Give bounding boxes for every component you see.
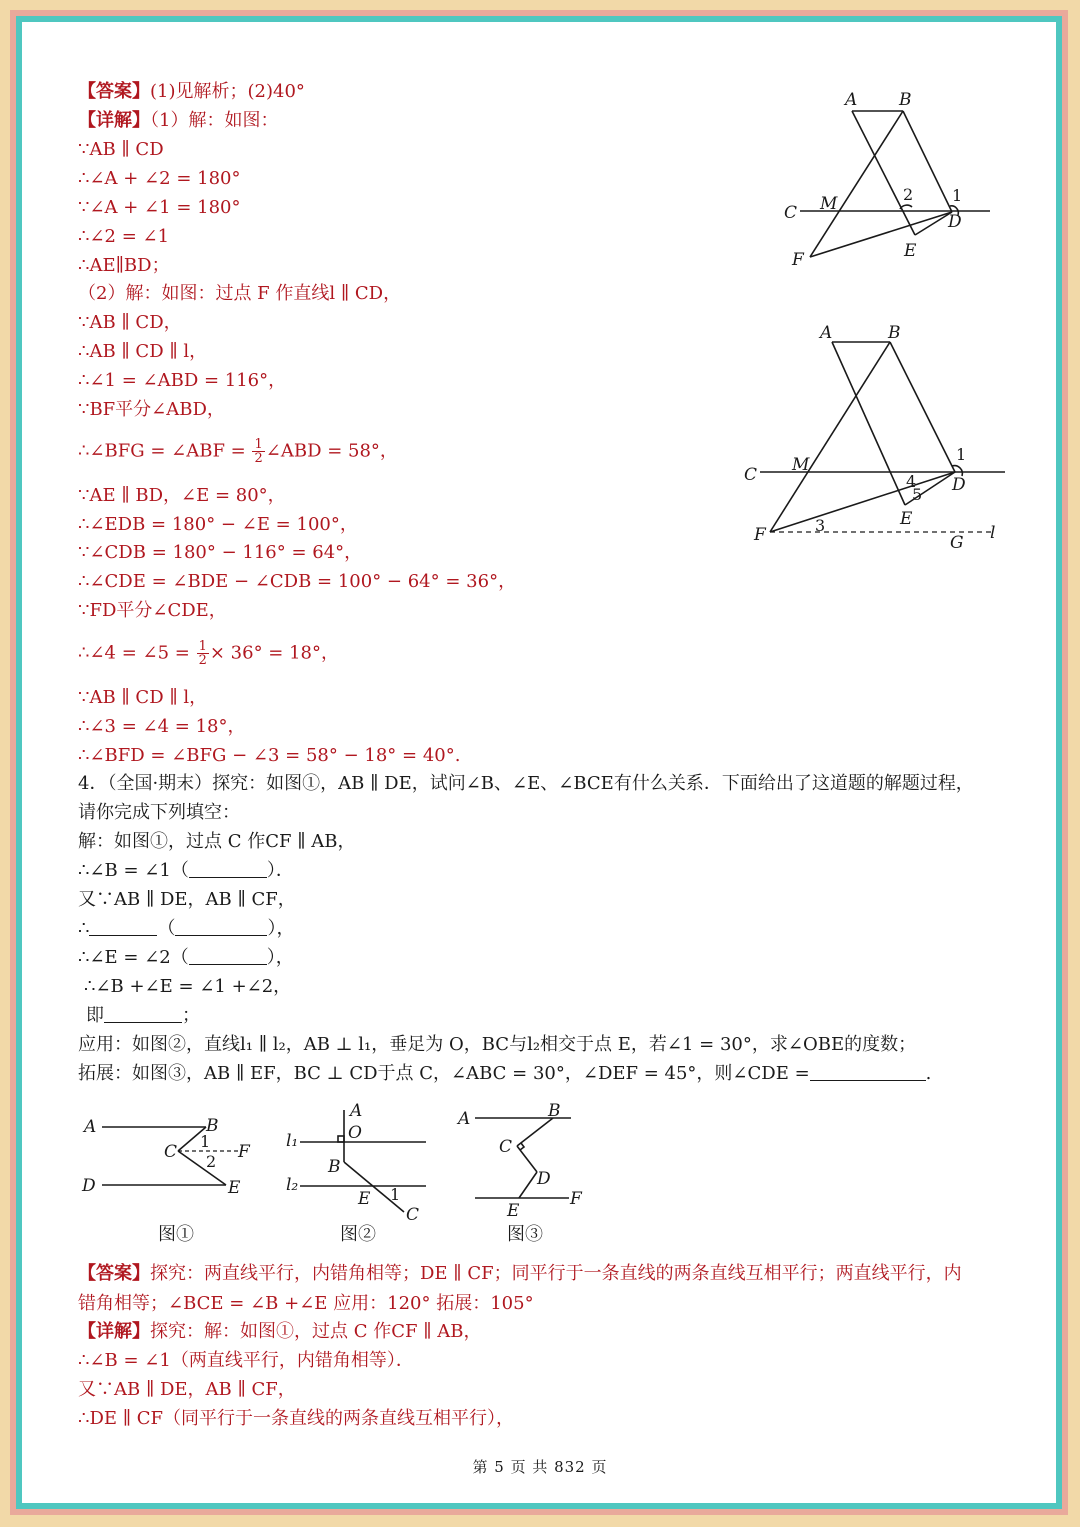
angle-label-2: 2 [206,1152,217,1171]
step-text: ∴ [78,918,90,939]
solution-line: ∴AB ∥ CD ∥ l， [78,341,208,362]
angle-label-2: 2 [903,185,914,204]
solution-line: ∴∠3 = ∠4 = 18°， [78,716,246,737]
point-label-m: M [820,194,838,214]
point-label-d: D [948,212,962,232]
point-label-e: E [900,509,913,529]
solution-line: 探究：解：如图①，过点 C 作CF ∥ AB， [150,1321,482,1342]
solution-line: ∵AE ∥ BD，∠E = 80°， [78,485,286,506]
answer-tag: 【答案】 [78,1263,150,1284]
fraction-half [252,438,264,465]
line-label-l2: l₂ [286,1175,299,1195]
angle-label-1: 1 [200,1132,211,1151]
point-label-b: B [888,323,901,343]
solution-line: ∴∠1 = ∠ABD = 116°， [78,370,287,391]
problem-4-step: 又∵AB ∥ DE，AB ∥ CF， [78,889,296,910]
point-label-f: F [570,1189,582,1209]
line-label-l1: l₁ [286,1131,299,1151]
point-label-c: C [744,465,758,485]
problem-4-apply: 应用：如图②，直线l₁ ∥ l₂，AB ⊥ l₁，垂足为 O，BC与l₂相交于点 E，若∠1 = 30°，求∠OBE的度数； [78,1034,917,1055]
figure-3 [455,1098,595,1224]
point-label-a: A [458,1109,471,1129]
figure-2 [280,1098,440,1224]
point-label-f: F [754,525,766,545]
angle-label-1: 1 [390,1185,401,1204]
angle-label-1: 1 [956,445,967,464]
fraction-line-after: × 36° = 18°， [209,642,339,664]
step-text: . [925,1063,932,1084]
point-label-c: C [164,1142,178,1162]
answer-blank[interactable] [810,1062,926,1081]
point-label-e: E [228,1178,241,1198]
fraction-line-before: ∴∠4 = ∠5 = [78,642,196,664]
angle-label-4: 4 [906,472,917,491]
detail-line [78,109,278,133]
solution-line: ∴∠BFD = ∠BFG − ∠3 = 58° − 18° = 40°. [78,745,461,766]
point-label-a: A [820,323,833,343]
angle-label-1: 1 [952,186,963,205]
figure-middle [740,320,1020,560]
answer-blank[interactable] [189,859,267,878]
point-label-a: A [350,1101,363,1121]
solution-line: ∵AB ∥ CD [78,139,164,160]
angle-label-5: 5 [912,485,923,504]
problem-4-stem: 请你完成下列填空： [78,802,240,823]
solution-line: ∵∠CDB = 180° − 116° = 64°， [78,542,363,563]
point-label-e: E [358,1189,371,1209]
solution-line: ∴∠EDB = 180° − ∠E = 100°， [78,514,358,535]
problem-4-stem: 4．（全国·期末）探究：如图①，AB ∥ DE，试问∠B、∠E、∠BCE有什么关系．下面给出了这道题的解题过程， [78,773,974,794]
problem-4-extend [78,1062,931,1086]
fraction-denominator: 2 [254,451,263,466]
step-text: ∴∠E = ∠2（ [78,947,189,968]
point-label-a: A [845,90,858,110]
figure-3-caption: 图③ [507,1224,543,1245]
step-text: ； [182,1005,200,1026]
fraction-denominator: 2 [198,653,207,668]
figure-2-caption: 图② [340,1224,376,1245]
step-text: 即 [86,1005,104,1026]
step-text: ∴∠B = ∠1（ [78,860,189,881]
solution-line: ∵FD平分∠CDE， [78,600,227,621]
answer-text: 错角相等；∠BCE = ∠B +∠E 应用：120° 拓展：105° [78,1293,534,1314]
detail-tag: 【详解】 [78,1321,150,1342]
problem-4-step [78,859,294,883]
answer-blank[interactable] [189,946,267,965]
point-label-d: D [82,1176,96,1196]
solution-line: ∵AB ∥ CD ∥ l， [78,687,208,708]
solution-line: ∵AB ∥ CD， [78,312,182,333]
figure-1-caption: 图① [158,1224,194,1245]
detail-tag: 【详解】 [78,110,150,131]
solution-line: （1）解：如图： [150,110,279,131]
detail-line [78,1320,481,1344]
point-label-c: C [784,203,798,223]
solution-line: ∴AE∥BD； [78,255,170,276]
point-label-b: B [206,1116,219,1136]
solution-line: ∴∠2 = ∠1 [78,226,170,247]
solution-line: （2）解：如图：过点 F 作直线l ∥ CD， [78,283,402,304]
line-label-l: l [990,523,996,543]
solution-line: ∴DE ∥ CF（同平行于一条直线的两条直线互相平行）， [78,1408,515,1429]
answer-line [78,1262,962,1286]
problem-4-step: 解：如图①，过点 C 作CF ∥ AB， [78,831,356,852]
problem-4-step [78,917,294,941]
point-label-b: B [548,1101,561,1121]
point-label-c: C [499,1137,513,1157]
step-text: ）， [266,947,294,968]
step-text: ）． [266,860,294,881]
answer-blank[interactable] [89,917,157,936]
point-label-f: F [238,1142,250,1162]
answer-text: (1)见解析；(2)40° [150,81,305,102]
answer-text: 探究：两直线平行，内错角相等；DE ∥ CF；同平行于一条直线的两条直线互相平行；两直线平行，内 [150,1263,962,1284]
solution-fraction-line [78,640,339,667]
point-label-b: B [328,1157,341,1177]
point-label-o: O [348,1123,362,1143]
point-label-f: F [792,250,804,270]
solution-line: ∵BF平分∠ABD， [78,399,225,420]
answer-blank[interactable] [175,917,267,936]
solution-line: ∴∠A + ∠2 = 180° [78,168,241,189]
problem-4-step [78,946,294,970]
answer-line [78,80,305,104]
point-label-c: C [406,1205,420,1224]
point-label-b: B [899,90,912,110]
point-label-a: A [84,1117,97,1137]
fraction-numerator: 1 [198,639,207,654]
point-label-d: D [537,1169,551,1189]
fraction-numerator: 1 [254,437,263,452]
solution-line: ∴∠CDE = ∠BDE − ∠CDB = 100° − 64° = 36°， [78,571,517,592]
point-label-e: E [507,1201,520,1221]
step-text: （ [157,918,176,939]
fraction-line-after: ∠ABD = 58°， [265,440,398,462]
solution-fraction-line [78,438,398,465]
point-label-d: D [952,475,966,495]
point-label-g: G [950,533,964,553]
step-text: 拓展：如图③，AB ∥ EF，BC ⊥ CD于点 C，∠ABC = 30°，∠DEF = 45°，则∠CDE = [78,1063,810,1084]
fraction-line-before: ∴∠BFG = ∠ABF = [78,440,252,462]
figure-top [770,85,1010,275]
page-footer: 第 5 页 共 832 页 [472,1458,608,1476]
solution-line: 又∵AB ∥ DE，AB ∥ CF， [78,1379,296,1400]
solution-line: ∵∠A + ∠1 = 180° [78,197,241,218]
step-text: ）， [267,918,295,939]
answer-tag: 【答案】 [78,81,150,102]
problem-4-step [86,1004,200,1028]
answer-blank[interactable] [104,1004,182,1023]
solution-line: ∴∠B = ∠1（两直线平行，内错角相等）． [78,1350,414,1371]
fraction-half [197,640,209,667]
point-label-m: M [792,455,810,475]
point-label-e: E [904,241,917,261]
figure-1 [78,1105,268,1205]
problem-4-step: ∴∠B +∠E = ∠1 +∠2， [84,976,292,997]
angle-label-3: 3 [815,516,826,535]
